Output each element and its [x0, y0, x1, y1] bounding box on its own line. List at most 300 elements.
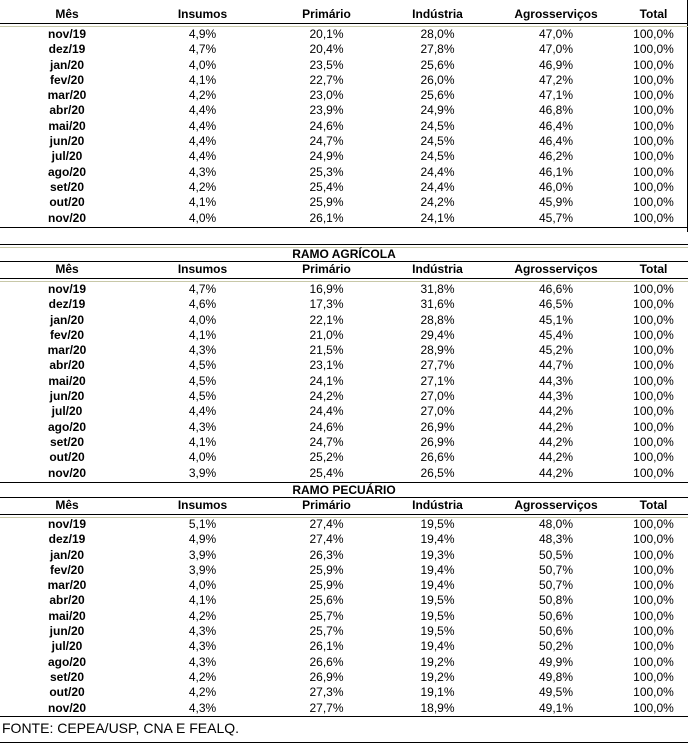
cell-insumos: 3,9% — [188, 547, 217, 562]
cell-agrosservicos: 44,2% — [538, 434, 574, 449]
table-row — [0, 73, 688, 88]
cell-agrosservicos: 44,3% — [538, 373, 574, 388]
cell-total: 100,0% — [633, 210, 674, 225]
cell-mes: mar/20 — [47, 578, 87, 593]
cell-mes: jun/20 — [49, 624, 85, 639]
cell-industria: 19,5% — [420, 593, 455, 608]
cell-insumos: 4,1% — [188, 72, 217, 87]
table-row — [0, 609, 688, 624]
cell-insumos: 4,9% — [188, 532, 217, 547]
cell-mes: jun/20 — [49, 389, 85, 404]
source-note: FONTE: CEPEA/USP, CNA E FEALQ. — [2, 720, 240, 736]
cell-industria: 24,5% — [420, 134, 455, 149]
cell-primario: 25,4% — [309, 465, 344, 480]
cell-agrosservicos: 50,8% — [538, 593, 574, 608]
cell-agrosservicos: 44,2% — [538, 404, 574, 419]
cell-mes: mai/20 — [48, 373, 86, 388]
table-row — [0, 593, 688, 608]
cell-insumos: 4,5% — [188, 358, 217, 373]
cell-industria: 27,0% — [420, 404, 455, 419]
cell-industria: 31,6% — [420, 297, 455, 312]
cell-mes: nov/19 — [47, 517, 86, 531]
cell-total: 100,0% — [633, 578, 674, 593]
cell-total: 100,0% — [633, 118, 674, 133]
cell-total: 100,0% — [633, 654, 674, 669]
cell-mes: nov/19 — [47, 27, 86, 41]
cell-insumos: 4,3% — [188, 700, 217, 715]
cell-primario: 24,9% — [309, 149, 344, 164]
table-row — [0, 42, 688, 57]
cell-agrosservicos: 44,2% — [538, 450, 574, 465]
cell-primario: 24,2% — [309, 389, 344, 404]
cell-primario: 23,1% — [309, 358, 344, 373]
cell-primario: 24,7% — [309, 134, 344, 149]
table-row — [0, 195, 688, 210]
cell-industria: 25,6% — [420, 88, 455, 103]
header-agrosservicos: Agrosserviços — [514, 498, 598, 512]
cell-mes: out/20 — [49, 450, 85, 465]
cell-insumos: 4,1% — [188, 327, 217, 342]
cell-industria: 25,6% — [420, 57, 455, 72]
cell-industria: 27,7% — [420, 358, 455, 373]
table-row — [0, 343, 688, 358]
cell-primario: 16,9% — [309, 282, 344, 296]
cell-mes: jan/20 — [49, 312, 85, 327]
cell-industria: 19,2% — [420, 654, 455, 669]
section-total-body — [0, 27, 688, 226]
cell-mes: mai/20 — [48, 608, 86, 623]
cell-total: 100,0% — [633, 685, 674, 700]
cell-mes: nov/20 — [47, 210, 86, 225]
cell-industria: 19,3% — [420, 547, 455, 562]
divider — [0, 227, 688, 228]
cell-mes: abr/20 — [49, 593, 85, 608]
header-primario: Primário — [302, 262, 351, 276]
cell-agrosservicos: 46,4% — [538, 118, 574, 133]
cell-agrosservicos: 47,1% — [538, 88, 574, 103]
cell-primario: 22,1% — [309, 312, 344, 327]
cell-primario: 25,9% — [309, 578, 344, 593]
table-row — [0, 670, 688, 685]
cell-agrosservicos: 45,1% — [538, 312, 574, 327]
cell-total: 100,0% — [633, 562, 674, 577]
cell-mes: mai/20 — [48, 118, 86, 133]
cell-total: 100,0% — [633, 42, 674, 57]
cell-insumos: 4,4% — [188, 134, 217, 149]
cell-industria: 19,1% — [420, 685, 455, 700]
cell-industria: 18,9% — [420, 700, 455, 715]
cell-mes: abr/20 — [49, 103, 85, 118]
table-row — [0, 180, 688, 195]
header-total: Total — [639, 7, 668, 21]
cell-industria: 24,9% — [420, 103, 455, 118]
cell-agrosservicos: 48,0% — [538, 517, 574, 531]
cell-industria: 26,6% — [420, 450, 455, 465]
cell-insumos: 4,2% — [188, 685, 217, 700]
table-row — [0, 466, 688, 481]
cell-total: 100,0% — [633, 450, 674, 465]
cell-industria: 26,9% — [420, 419, 455, 434]
cell-agrosservicos: 47,0% — [538, 27, 574, 41]
cell-primario: 24,1% — [309, 373, 344, 388]
cell-industria: 28,9% — [420, 343, 455, 358]
cell-total: 100,0% — [633, 389, 674, 404]
cell-primario: 23,0% — [309, 88, 344, 103]
cell-mes: abr/20 — [49, 358, 85, 373]
cell-primario: 27,7% — [309, 700, 344, 715]
section-agricola-header — [0, 262, 688, 277]
cell-insumos: 4,3% — [188, 624, 217, 639]
cell-agrosservicos: 49,1% — [538, 700, 574, 715]
table-row — [0, 420, 688, 435]
cell-total: 100,0% — [633, 134, 674, 149]
cell-agrosservicos: 45,9% — [538, 195, 574, 210]
cell-total: 100,0% — [633, 669, 674, 684]
table-row — [0, 435, 688, 450]
cell-industria: 27,1% — [420, 373, 455, 388]
cell-agrosservicos: 46,0% — [538, 179, 574, 194]
cell-mes: fev/20 — [49, 72, 85, 87]
header-mes: Mês — [55, 7, 79, 21]
cell-agrosservicos: 49,8% — [538, 669, 574, 684]
table-row — [0, 685, 688, 700]
table-row — [0, 119, 688, 134]
header-mes: Mês — [55, 262, 79, 276]
cell-industria: 26,9% — [420, 434, 455, 449]
cell-total: 100,0% — [633, 282, 674, 296]
cell-primario: 25,4% — [309, 179, 344, 194]
cell-primario: 21,5% — [309, 343, 344, 358]
table-row — [0, 532, 688, 547]
cell-agrosservicos: 46,6% — [538, 282, 574, 296]
cell-mes: jul/20 — [51, 639, 83, 654]
cell-primario: 25,6% — [309, 593, 344, 608]
table-row — [0, 282, 688, 297]
cell-industria: 26,5% — [420, 465, 455, 480]
header-total: Total — [639, 262, 668, 276]
section-pecuario-body — [0, 517, 688, 716]
section-total-header — [0, 7, 688, 22]
cell-primario: 26,3% — [309, 547, 344, 562]
cell-primario: 17,3% — [309, 297, 344, 312]
cell-total: 100,0% — [633, 624, 674, 639]
cell-mes: nov/20 — [47, 700, 86, 715]
cell-industria: 28,8% — [420, 312, 455, 327]
cell-industria: 19,5% — [420, 517, 455, 531]
cell-industria: 19,2% — [420, 669, 455, 684]
table-row — [0, 563, 688, 578]
cell-primario: 25,7% — [309, 624, 344, 639]
cell-agrosservicos: 50,5% — [538, 547, 574, 562]
cell-insumos: 4,2% — [188, 608, 217, 623]
cell-total: 100,0% — [633, 179, 674, 194]
table-row — [0, 701, 688, 716]
cell-total: 100,0% — [633, 404, 674, 419]
table-row — [0, 149, 688, 164]
cell-insumos: 3,9% — [188, 562, 217, 577]
cell-primario: 25,3% — [309, 164, 344, 179]
cell-mes: dez/19 — [48, 42, 86, 57]
cell-primario: 25,9% — [309, 562, 344, 577]
cell-insumos: 4,9% — [188, 27, 217, 41]
table-row — [0, 374, 688, 389]
cell-primario: 21,0% — [309, 327, 344, 342]
cell-insumos: 4,5% — [188, 389, 217, 404]
cell-mes: jul/20 — [51, 149, 83, 164]
header-industria: Indústria — [412, 262, 463, 276]
section-title-agricola: RAMO AGRÍCOLA — [292, 247, 396, 261]
cell-total: 100,0% — [633, 57, 674, 72]
cell-industria: 26,0% — [420, 72, 455, 87]
cell-total: 100,0% — [633, 639, 674, 654]
cell-agrosservicos: 47,2% — [538, 72, 574, 87]
cell-mes: set/20 — [49, 179, 85, 194]
table-row — [0, 88, 688, 103]
header-industria: Indústria — [412, 498, 463, 512]
cell-insumos: 4,4% — [188, 103, 217, 118]
cell-insumos: 4,2% — [188, 179, 217, 194]
cell-insumos: 4,3% — [188, 164, 217, 179]
cell-primario: 24,7% — [309, 434, 344, 449]
cell-insumos: 4,3% — [188, 419, 217, 434]
cell-industria: 24,1% — [420, 210, 455, 225]
table-row — [0, 389, 688, 404]
cell-agrosservicos: 47,0% — [538, 42, 574, 57]
cell-mes: jan/20 — [49, 547, 85, 562]
cell-insumos: 4,3% — [188, 639, 217, 654]
cell-agrosservicos: 50,6% — [538, 624, 574, 639]
cell-agrosservicos: 50,7% — [538, 578, 574, 593]
cell-primario: 23,9% — [309, 103, 344, 118]
cell-insumos: 4,1% — [188, 593, 217, 608]
cell-insumos: 4,4% — [188, 118, 217, 133]
cell-insumos: 4,0% — [188, 210, 217, 225]
table-row — [0, 103, 688, 118]
cell-mes: jun/20 — [49, 134, 85, 149]
cell-agrosservicos: 50,2% — [538, 639, 574, 654]
table-row — [0, 328, 688, 343]
cell-total: 100,0% — [633, 195, 674, 210]
header-insumos: Insumos — [177, 7, 228, 21]
cell-insumos: 4,3% — [188, 654, 217, 669]
table-row — [0, 578, 688, 593]
cell-total: 100,0% — [633, 608, 674, 623]
cell-insumos: 4,2% — [188, 88, 217, 103]
cell-agrosservicos: 44,2% — [538, 465, 574, 480]
cell-agrosservicos: 44,7% — [538, 358, 574, 373]
header-total: Total — [639, 498, 668, 512]
cell-mes: mar/20 — [47, 343, 87, 358]
cell-mes: dez/19 — [48, 297, 86, 312]
table-row — [0, 450, 688, 465]
cell-mes: out/20 — [49, 195, 85, 210]
cell-primario: 26,1% — [309, 639, 344, 654]
cell-industria: 31,8% — [420, 282, 455, 296]
cell-insumos: 4,4% — [188, 404, 217, 419]
table-row — [0, 404, 688, 419]
cell-industria: 19,4% — [420, 532, 455, 547]
section-pecuario-header — [0, 498, 688, 513]
cell-primario: 25,2% — [309, 450, 344, 465]
cell-mes: fev/20 — [49, 562, 85, 577]
cell-industria: 24,5% — [420, 149, 455, 164]
cell-primario: 27,4% — [309, 517, 344, 531]
cell-total: 100,0% — [633, 297, 674, 312]
cell-insumos: 4,0% — [188, 312, 217, 327]
table-row — [0, 639, 688, 654]
cell-mes: ago/20 — [47, 654, 86, 669]
header-insumos: Insumos — [177, 262, 228, 276]
cell-insumos: 4,2% — [188, 669, 217, 684]
cell-agrosservicos: 44,3% — [538, 389, 574, 404]
divider — [0, 716, 688, 717]
cell-agrosservicos: 46,5% — [538, 297, 574, 312]
cell-agrosservicos: 45,2% — [538, 343, 574, 358]
table-row — [0, 297, 688, 312]
header-primario: Primário — [302, 7, 351, 21]
cell-agrosservicos: 50,6% — [538, 608, 574, 623]
cell-industria: 29,4% — [420, 327, 455, 342]
cell-agrosservicos: 46,9% — [538, 57, 574, 72]
cell-primario: 26,1% — [309, 210, 344, 225]
table-row — [0, 58, 688, 73]
cell-total: 100,0% — [633, 419, 674, 434]
cell-industria: 24,4% — [420, 179, 455, 194]
cell-total: 100,0% — [633, 532, 674, 547]
cell-mes: nov/20 — [47, 465, 86, 480]
cell-mes: set/20 — [49, 669, 85, 684]
cell-total: 100,0% — [633, 547, 674, 562]
cell-agrosservicos: 46,4% — [538, 134, 574, 149]
cell-primario: 24,4% — [309, 404, 344, 419]
cell-industria: 19,4% — [420, 639, 455, 654]
header-primario: Primário — [302, 498, 351, 512]
cell-total: 100,0% — [633, 88, 674, 103]
cell-primario: 25,7% — [309, 608, 344, 623]
cell-total: 100,0% — [633, 343, 674, 358]
table-row — [0, 655, 688, 670]
cell-primario: 20,4% — [309, 42, 344, 57]
cell-agrosservicos: 45,7% — [538, 210, 574, 225]
cell-agrosservicos: 49,5% — [538, 685, 574, 700]
cell-total: 100,0% — [633, 593, 674, 608]
cell-insumos: 4,1% — [188, 434, 217, 449]
cell-insumos: 4,5% — [188, 373, 217, 388]
section-agricola-body — [0, 282, 688, 481]
cell-industria: 19,4% — [420, 578, 455, 593]
cell-total: 100,0% — [633, 164, 674, 179]
cell-total: 100,0% — [633, 358, 674, 373]
table-row — [0, 624, 688, 639]
cell-total: 100,0% — [633, 27, 674, 41]
cell-industria: 27,8% — [420, 42, 455, 57]
cell-industria: 24,2% — [420, 195, 455, 210]
cell-total: 100,0% — [633, 103, 674, 118]
cell-agrosservicos: 45,4% — [538, 327, 574, 342]
cell-insumos: 4,0% — [188, 578, 217, 593]
cell-insumos: 4,4% — [188, 149, 217, 164]
cell-primario: 23,5% — [309, 57, 344, 72]
cell-total: 100,0% — [633, 517, 674, 531]
cell-insumos: 5,1% — [188, 517, 217, 531]
section-title-pecuario: RAMO PECUÁRIO — [292, 483, 396, 497]
cell-agrosservicos: 50,7% — [538, 562, 574, 577]
cell-industria: 28,0% — [420, 27, 455, 41]
cell-primario: 25,9% — [309, 195, 344, 210]
cell-mes: nov/19 — [47, 282, 86, 296]
cell-mes: out/20 — [49, 685, 85, 700]
table-row — [0, 211, 688, 226]
cell-total: 100,0% — [633, 327, 674, 342]
cell-total: 100,0% — [633, 72, 674, 87]
cell-industria: 19,5% — [420, 624, 455, 639]
cell-mes: ago/20 — [47, 164, 86, 179]
cell-insumos: 3,9% — [188, 465, 217, 480]
cell-mes: jul/20 — [51, 404, 83, 419]
cell-primario: 27,4% — [309, 532, 344, 547]
cell-mes: set/20 — [49, 434, 85, 449]
cell-agrosservicos: 48,3% — [538, 532, 574, 547]
cell-industria: 19,4% — [420, 562, 455, 577]
cell-insumos: 4,7% — [188, 42, 217, 57]
cell-agrosservicos: 46,2% — [538, 149, 574, 164]
cell-total: 100,0% — [633, 700, 674, 715]
cell-insumos: 4,0% — [188, 57, 217, 72]
cell-primario: 27,3% — [309, 685, 344, 700]
cell-agrosservicos: 44,2% — [538, 419, 574, 434]
cell-industria: 19,5% — [420, 608, 455, 623]
cell-insumos: 4,1% — [188, 195, 217, 210]
cell-industria: 24,5% — [420, 118, 455, 133]
cell-primario: 26,9% — [309, 669, 344, 684]
cell-mes: dez/19 — [48, 532, 86, 547]
cell-primario: 20,1% — [309, 27, 344, 41]
cell-insumos: 4,6% — [188, 297, 217, 312]
cell-industria: 27,0% — [420, 389, 455, 404]
cell-agrosservicos: 46,8% — [538, 103, 574, 118]
cell-total: 100,0% — [633, 465, 674, 480]
header-agrosservicos: Agrosserviços — [514, 262, 598, 276]
cell-mes: mar/20 — [47, 88, 87, 103]
header-agrosservicos: Agrosserviços — [514, 7, 598, 21]
table-row — [0, 548, 688, 563]
cell-mes: fev/20 — [49, 327, 85, 342]
table-row — [0, 134, 688, 149]
cell-total: 100,0% — [633, 149, 674, 164]
cell-insumos: 4,7% — [188, 282, 217, 296]
cell-total: 100,0% — [633, 312, 674, 327]
table-row — [0, 517, 688, 532]
cell-mes: ago/20 — [47, 419, 86, 434]
cell-agrosservicos: 49,9% — [538, 654, 574, 669]
cell-primario: 24,6% — [309, 419, 344, 434]
cell-mes: jan/20 — [49, 57, 85, 72]
cell-total: 100,0% — [633, 434, 674, 449]
cell-primario: 22,7% — [309, 72, 344, 87]
table-row — [0, 358, 688, 373]
cell-insumos: 4,0% — [188, 450, 217, 465]
cell-primario: 26,6% — [309, 654, 344, 669]
table-row — [0, 27, 688, 42]
cell-industria: 24,4% — [420, 164, 455, 179]
divider — [0, 742, 688, 743]
cell-agrosservicos: 46,1% — [538, 164, 574, 179]
cell-insumos: 4,3% — [188, 343, 217, 358]
table-row — [0, 313, 688, 328]
header-industria: Indústria — [412, 7, 463, 21]
cell-total: 100,0% — [633, 373, 674, 388]
header-insumos: Insumos — [177, 498, 228, 512]
